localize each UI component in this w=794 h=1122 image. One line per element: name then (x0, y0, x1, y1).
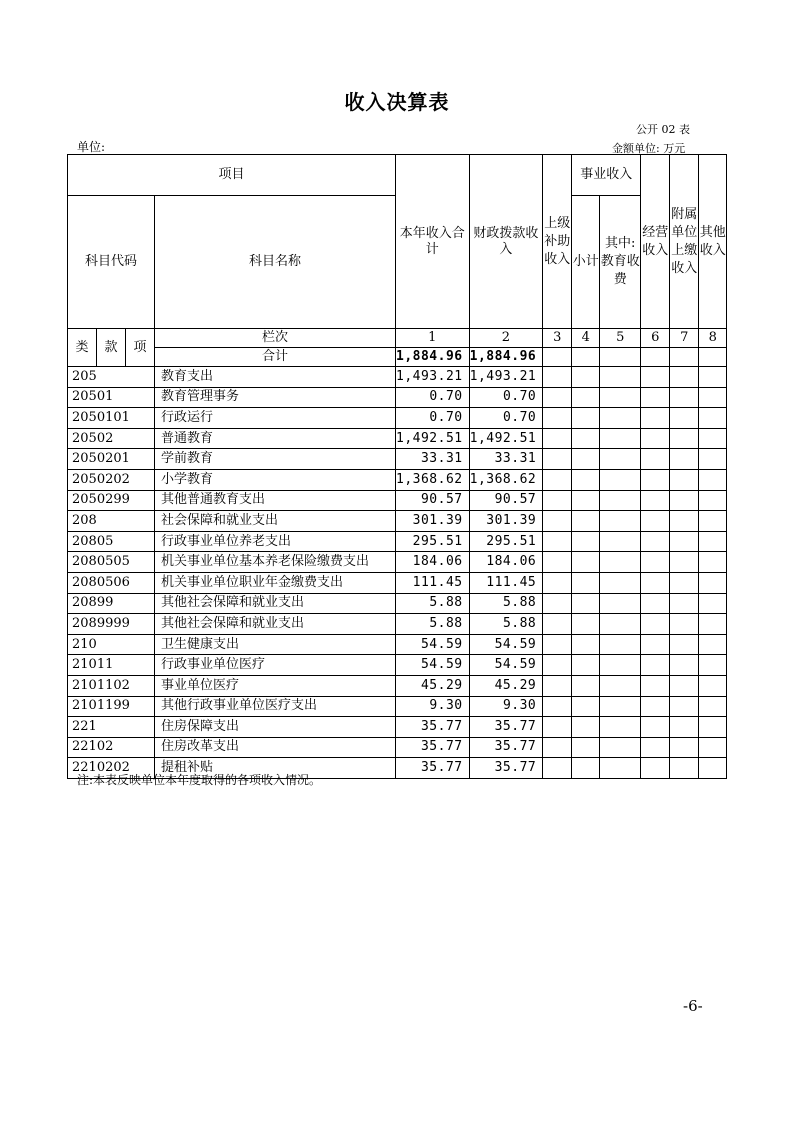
empty-cell (600, 552, 641, 573)
empty-cell (670, 490, 699, 511)
empty-cell (641, 428, 670, 449)
empty-cell (543, 449, 572, 470)
unit-label: 单位: (77, 140, 106, 154)
empty-cell (670, 387, 699, 408)
row-code: 2080506 (68, 572, 155, 593)
row-name: 社会保障和就业支出 (155, 511, 396, 532)
empty-cell (670, 655, 699, 676)
header-superior: 上级补助收入 (543, 155, 572, 329)
row-fiscal: 35.77 (469, 737, 543, 758)
col-num: 7 (670, 329, 699, 348)
empty-cell (699, 408, 727, 429)
empty-cell (699, 655, 727, 676)
empty-cell (543, 696, 572, 717)
empty-cell (600, 469, 641, 490)
header-business: 事业收入 (572, 155, 641, 196)
empty-cell (670, 449, 699, 470)
row-name: 行政运行 (155, 408, 396, 429)
row-name: 事业单位医疗 (155, 675, 396, 696)
row-code: 20899 (68, 593, 155, 614)
empty-cell (572, 737, 600, 758)
empty-cell (543, 490, 572, 511)
row-code: 210 (68, 634, 155, 655)
empty-cell (572, 593, 600, 614)
row-code: 2101102 (68, 675, 155, 696)
header-lei: 类 (68, 329, 97, 367)
row-fiscal: 45.29 (469, 675, 543, 696)
table-row (68, 387, 727, 408)
row-fiscal: 35.77 (469, 758, 543, 779)
empty-cell (641, 696, 670, 717)
empty-cell (543, 675, 572, 696)
row-total: 54.59 (396, 634, 470, 655)
row-code: 2050201 (68, 449, 155, 470)
table-row (68, 572, 727, 593)
footnote: 注:本表反映单位本年度取得的各项收入情况。 (77, 773, 322, 787)
row-name: 普通教育 (155, 428, 396, 449)
empty-cell (600, 408, 641, 429)
empty-cell (641, 717, 670, 738)
row-fiscal: 1,493.21 (469, 367, 543, 388)
empty-cell (699, 428, 727, 449)
col-num: 5 (600, 329, 641, 348)
empty-cell (543, 717, 572, 738)
empty-cell (600, 511, 641, 532)
row-name: 机关事业单位基本养老保险缴费支出 (155, 552, 396, 573)
empty-cell (641, 614, 670, 635)
empty-cell (543, 737, 572, 758)
empty-cell (572, 758, 600, 779)
header-kuan: 款 (97, 329, 126, 367)
row-code: 22102 (68, 737, 155, 758)
row-total: 9.30 (396, 696, 470, 717)
empty-cell (572, 614, 600, 635)
empty-cell (572, 387, 600, 408)
row-fiscal: 9.30 (469, 696, 543, 717)
row-code: 2050202 (68, 469, 155, 490)
empty-cell (600, 367, 641, 388)
row-fiscal: 184.06 (469, 552, 543, 573)
empty-cell (572, 696, 600, 717)
empty-cell (600, 758, 641, 779)
row-name: 提租补贴 (155, 758, 396, 779)
empty-cell (600, 717, 641, 738)
table-row (68, 552, 727, 573)
empty-cell (699, 614, 727, 635)
empty-cell (543, 634, 572, 655)
empty-cell (670, 758, 699, 779)
row-fiscal: 0.70 (469, 408, 543, 429)
row-name: 机关事业单位职业年金缴费支出 (155, 572, 396, 593)
row-code: 2089999 (68, 614, 155, 635)
empty-cell (641, 758, 670, 779)
col-num: 1 (396, 329, 470, 348)
table-row (68, 593, 727, 614)
row-name: 行政事业单位养老支出 (155, 531, 396, 552)
row-fiscal: 33.31 (469, 449, 543, 470)
row-code: 205 (68, 367, 155, 388)
row-fiscal: 1,492.51 (469, 428, 543, 449)
table-row (68, 696, 727, 717)
empty-cell (641, 387, 670, 408)
row-fiscal: 54.59 (469, 655, 543, 676)
empty-cell (600, 531, 641, 552)
row-code: 20805 (68, 531, 155, 552)
empty-cell (699, 367, 727, 388)
empty-cell (543, 531, 572, 552)
empty-cell (543, 408, 572, 429)
header-subject-code: 科目代码 (68, 196, 155, 329)
empty-cell (641, 449, 670, 470)
header-total-income: 本年收入合计 (396, 155, 470, 329)
empty-cell (699, 387, 727, 408)
empty-cell (600, 387, 641, 408)
row-code: 208 (68, 511, 155, 532)
row-name: 其他行政事业单位医疗支出 (155, 696, 396, 717)
empty-cell (699, 531, 727, 552)
header-operating: 经营收入 (641, 155, 670, 329)
header-fiscal: 财政拨款收入 (469, 155, 543, 329)
empty-cell (600, 655, 641, 676)
empty-cell (600, 696, 641, 717)
row-name: 住房改革支出 (155, 737, 396, 758)
empty-cell (572, 449, 600, 470)
table-row (68, 511, 727, 532)
row-total: 1,493.21 (396, 367, 470, 388)
page-title: 收入决算表 (344, 90, 450, 114)
row-total: 45.29 (396, 675, 470, 696)
row-total: 54.59 (396, 655, 470, 676)
table-row (68, 675, 727, 696)
row-fiscal: 301.39 (469, 511, 543, 532)
row-name: 小学教育 (155, 469, 396, 490)
empty-cell (572, 511, 600, 532)
col-num: 2 (469, 329, 543, 348)
header-subtotal: 小计 (572, 196, 600, 329)
money-unit: 金额单位: 万元 (612, 142, 686, 155)
row-total: 1,368.62 (396, 469, 470, 490)
empty-cell (543, 593, 572, 614)
row-code: 20501 (68, 387, 155, 408)
row-code: 2050299 (68, 490, 155, 511)
empty-cell (641, 737, 670, 758)
row-code: 2050101 (68, 408, 155, 429)
empty-cell (572, 634, 600, 655)
header-other: 其他收入 (699, 155, 727, 329)
empty-cell (641, 655, 670, 676)
table-row (68, 614, 727, 635)
empty-cell (572, 428, 600, 449)
empty-cell (600, 675, 641, 696)
row-total: 35.77 (396, 717, 470, 738)
empty-cell (699, 469, 727, 490)
empty-cell (641, 531, 670, 552)
row-name: 卫生健康支出 (155, 634, 396, 655)
row-code: 221 (68, 717, 155, 738)
row-code: 2101199 (68, 696, 155, 717)
row-total: 35.77 (396, 737, 470, 758)
empty-cell (641, 675, 670, 696)
empty-cell (699, 552, 727, 573)
empty-cell (699, 717, 727, 738)
table-row (68, 634, 727, 655)
row-total: 90.57 (396, 490, 470, 511)
empty-cell (600, 449, 641, 470)
empty-cell (670, 511, 699, 532)
table-row (68, 717, 727, 738)
empty-cell (670, 531, 699, 552)
table-number: 公开 02 表 (636, 123, 690, 136)
row-code: 2080505 (68, 552, 155, 573)
empty-cell (543, 614, 572, 635)
empty-cell (670, 572, 699, 593)
total-income-value: 1,884.96 (396, 348, 470, 367)
row-fiscal: 35.77 (469, 717, 543, 738)
empty-cell (670, 552, 699, 573)
empty-cell (670, 614, 699, 635)
row-total: 0.70 (396, 387, 470, 408)
empty-cell (641, 367, 670, 388)
row-fiscal: 54.59 (469, 634, 543, 655)
header-xiang: 项 (126, 329, 155, 367)
row-name: 学前教育 (155, 449, 396, 470)
empty-cell (699, 696, 727, 717)
row-fiscal: 5.88 (469, 614, 543, 635)
row-code: 20502 (68, 428, 155, 449)
col-num: 3 (543, 329, 572, 348)
row-fiscal: 1,368.62 (469, 469, 543, 490)
empty-cell (699, 511, 727, 532)
row-fiscal: 295.51 (469, 531, 543, 552)
row-total: 35.77 (396, 758, 470, 779)
empty-cell (543, 367, 572, 388)
row-name: 其他普通教育支出 (155, 490, 396, 511)
empty-cell (600, 737, 641, 758)
table-row (68, 367, 727, 388)
empty-cell (699, 758, 727, 779)
row-name: 行政事业单位医疗 (155, 655, 396, 676)
empty-cell (572, 469, 600, 490)
table-row (68, 737, 727, 758)
row-fiscal: 90.57 (469, 490, 543, 511)
empty-cell (572, 490, 600, 511)
col-num: 4 (572, 329, 600, 348)
empty-cell (543, 655, 572, 676)
row-name: 其他社会保障和就业支出 (155, 614, 396, 635)
empty-cell (699, 737, 727, 758)
empty-cell (572, 531, 600, 552)
empty-cell (572, 408, 600, 429)
table-row (68, 428, 727, 449)
empty-cell (641, 593, 670, 614)
empty-cell (699, 675, 727, 696)
total-label: 合计 (155, 348, 396, 367)
row-total: 184.06 (396, 552, 470, 573)
empty-cell (641, 552, 670, 573)
empty-cell (543, 428, 572, 449)
empty-cell (670, 408, 699, 429)
empty-cell (670, 634, 699, 655)
row-total: 295.51 (396, 531, 470, 552)
table-row (68, 469, 727, 490)
empty-cell (670, 737, 699, 758)
empty-cell (699, 449, 727, 470)
table-row (68, 531, 727, 552)
row-fiscal: 5.88 (469, 593, 543, 614)
row-total: 0.70 (396, 408, 470, 429)
empty-cell (543, 511, 572, 532)
empty-cell (670, 696, 699, 717)
table-row (68, 490, 727, 511)
row-name: 住房保障支出 (155, 717, 396, 738)
table-row (68, 449, 727, 470)
header-subject-name: 科目名称 (155, 196, 396, 329)
empty-cell (572, 675, 600, 696)
row-name: 教育管理事务 (155, 387, 396, 408)
empty-cell (641, 572, 670, 593)
empty-cell (670, 367, 699, 388)
header-affiliated: 附属单位上缴收入 (670, 155, 699, 329)
empty-cell (572, 655, 600, 676)
empty-cell (641, 634, 670, 655)
empty-cell (641, 408, 670, 429)
empty-cell (543, 387, 572, 408)
empty-cell (641, 469, 670, 490)
table-row (68, 655, 727, 676)
empty-cell (670, 593, 699, 614)
empty-cell (641, 490, 670, 511)
empty-cell (543, 469, 572, 490)
row-total: 301.39 (396, 511, 470, 532)
row-fiscal: 111.45 (469, 572, 543, 593)
empty-cell (699, 593, 727, 614)
empty-cell (641, 511, 670, 532)
row-code: 21011 (68, 655, 155, 676)
empty-cell (572, 572, 600, 593)
empty-cell (670, 469, 699, 490)
empty-cell (670, 428, 699, 449)
empty-cell (600, 634, 641, 655)
empty-cell (543, 572, 572, 593)
table-row (68, 408, 727, 429)
row-total: 5.88 (396, 614, 470, 635)
row-name: 教育支出 (155, 367, 396, 388)
empty-cell (543, 758, 572, 779)
col-num: 8 (699, 329, 727, 348)
header-of-which: 其中:教育收费 (600, 196, 641, 329)
row-total: 111.45 (396, 572, 470, 593)
row-fiscal: 0.70 (469, 387, 543, 408)
empty-cell (699, 572, 727, 593)
empty-cell (600, 490, 641, 511)
empty-cell (572, 367, 600, 388)
empty-cell (699, 634, 727, 655)
empty-cell (670, 717, 699, 738)
header-column-order: 栏次 (155, 329, 396, 348)
empty-cell (600, 593, 641, 614)
empty-cell (543, 552, 572, 573)
empty-cell (600, 614, 641, 635)
page-number: -6- (683, 997, 703, 1015)
empty-cell (699, 490, 727, 511)
row-code: 2210202 (68, 758, 155, 779)
row-total: 33.31 (396, 449, 470, 470)
row-name: 其他社会保障和就业支出 (155, 593, 396, 614)
row-total: 5.88 (396, 593, 470, 614)
empty-cell (600, 572, 641, 593)
row-total: 1,492.51 (396, 428, 470, 449)
empty-cell (600, 428, 641, 449)
header-project: 项目 (68, 155, 396, 196)
empty-cell (572, 552, 600, 573)
empty-cell (670, 675, 699, 696)
total-fiscal-value: 1,884.96 (469, 348, 543, 367)
empty-cell (572, 717, 600, 738)
income-table (67, 154, 727, 779)
col-num: 6 (641, 329, 670, 348)
